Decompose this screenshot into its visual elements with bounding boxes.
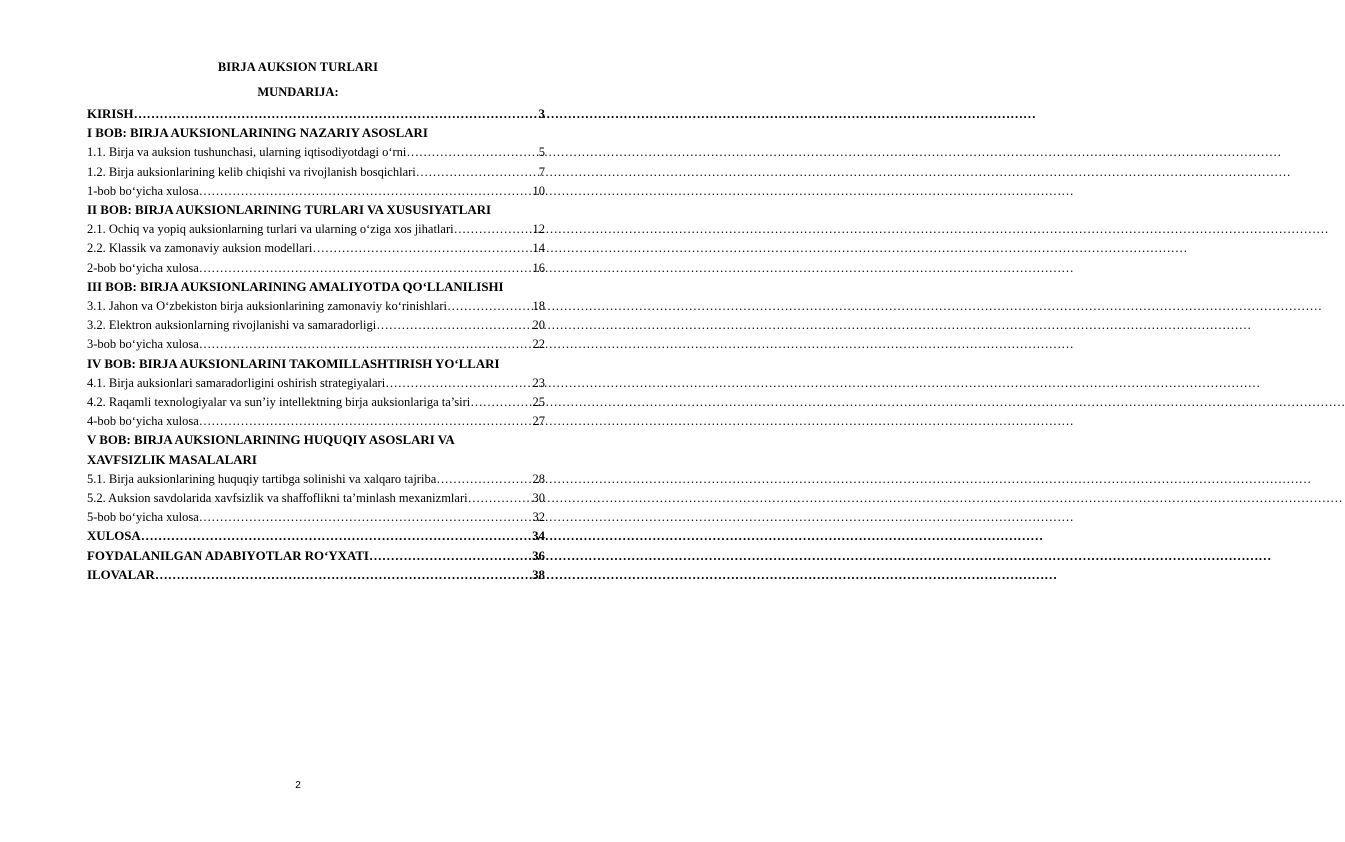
- toc-entry-label: 5.2. Auksion savdolarida xavfsizlik va shaffoflikni ta’minlash mexanizmlari: [87, 491, 468, 506]
- toc-entry-page: 23: [532, 375, 545, 390]
- toc-entry-label: ILOVALAR: [87, 567, 155, 582]
- toc-leader-dots: [199, 259, 532, 278]
- toc-leader-dots: [447, 297, 532, 316]
- toc-leader-dots: [141, 527, 531, 546]
- toc-entry-label: 1-bob bo‘yicha xulosa: [87, 183, 199, 198]
- toc-entry-page: 20: [532, 318, 545, 333]
- toc-entry-page: 10: [532, 183, 545, 198]
- toc-entry-label: 4.2. Raqamli texnologiyalar va sun’iy intellektning birja auksionlariga ta’siri: [87, 395, 471, 410]
- toc-leader-dots: [312, 239, 531, 258]
- toc-entry-label: 3.2. Elektron auksionlarning rivojlanishi va samaradorligi: [87, 318, 377, 333]
- toc-entry-ilovalar: [87, 566, 545, 585]
- toc-entry-label: 5-bob bo‘yicha xulosa: [87, 510, 199, 525]
- toc-chapter-4: [87, 355, 545, 374]
- toc-entry-page: 16: [532, 260, 545, 275]
- toc-entry-page: 30: [532, 491, 545, 506]
- toc-entry-page: 18: [532, 299, 545, 314]
- toc-entry-3-2: [87, 316, 545, 335]
- toc-entry-page: 12: [532, 222, 545, 237]
- toc-leader-dots: [436, 470, 531, 489]
- toc-entry-2-2: [87, 239, 545, 258]
- toc-leader-dots: [199, 508, 532, 527]
- toc-entry-page: 22: [532, 337, 545, 352]
- toc-entry-4-conclusion: [87, 412, 545, 431]
- toc-leader-dots: [199, 335, 532, 354]
- toc-entry-label: KIRISH: [87, 107, 134, 121]
- toc-leader-dots: [199, 182, 532, 201]
- toc-leader-dots: [199, 412, 532, 431]
- toc-leader-dots: [406, 143, 537, 162]
- toc-entry-3-1: [87, 297, 545, 316]
- toc-entry-page: 3: [538, 107, 545, 121]
- toc-entry-2-1: [87, 220, 545, 239]
- document-title: BIRJA AUKSION TURLARI: [217, 60, 379, 74]
- toc-entry-4-1: [87, 374, 545, 393]
- toc-chapter-2: [87, 201, 545, 220]
- toc-entry-label: 2.2. Klassik va zamonaviy auksion modellari: [87, 241, 313, 256]
- toc-entry-page: 25: [532, 395, 545, 410]
- toc-entry-label: FOYDALANILGAN ADABIYOTLAR RO‘YXATI: [87, 548, 369, 563]
- toc-entry-2-conclusion: [87, 259, 545, 278]
- toc-entry-page: 14: [532, 241, 545, 256]
- toc-entry-page: 5: [538, 145, 545, 160]
- toc-leader-dots: [385, 374, 531, 393]
- toc-entry-1-1: [87, 143, 545, 162]
- toc-leader-dots: [416, 163, 538, 182]
- toc-leader-dots: [468, 489, 532, 508]
- toc-entry-label: 4.1. Birja auksionlari samaradorligini oshirish strategiyalari: [87, 375, 386, 390]
- toc-entry-3-conclusion: [87, 335, 545, 354]
- toc-chapter-label: I BOB: BIRJA AUKSIONLARINING NAZARIY ASOSLARI: [87, 126, 428, 141]
- toc-entry-5-1: [87, 470, 545, 489]
- toc-entry-4-2: [87, 393, 545, 412]
- toc-chapter-5: [87, 431, 487, 469]
- toc-entry-page: 38: [532, 567, 545, 582]
- toc-entry-5-2: [87, 489, 545, 508]
- toc-entry-page: 28: [532, 471, 545, 486]
- toc-entry-label: 2.1. Ochiq va yopiq auksionlarning turlari va ularning o‘ziga xos jihatlari: [87, 222, 454, 237]
- page-number: 2: [295, 780, 301, 791]
- toc-chapter-3: [87, 278, 545, 297]
- toc-leader-dots: [369, 547, 531, 566]
- toc-entry-page: 32: [532, 510, 545, 525]
- toc-entry-1-2: [87, 163, 545, 182]
- toc-leader-dots: [155, 566, 531, 585]
- toc-entry-page: 36: [532, 548, 545, 563]
- toc-entry-5-conclusion: [87, 508, 545, 527]
- toc-entry-label: 1.2. Birja auksionlarining kelib chiqishi va rivojlanish bosqichlari: [87, 164, 416, 179]
- toc-entry-label: 5.1. Birja auksionlarining huquqiy tartibga solinishi va xalqaro tajriba: [87, 471, 437, 486]
- toc-chapter-1: [87, 124, 545, 143]
- toc-entry-kirish: [87, 105, 545, 124]
- toc-chapter-label: II BOB: BIRJA AUKSIONLARINING TURLARI VA XUSUSIYATLARI: [87, 203, 492, 218]
- toc-entry-label: 3.1. Jahon va O‘zbekiston birja auksionlarining zamonaviy ko‘rinishlari: [87, 299, 447, 314]
- toc-entry-label: 1.1. Birja va auksion tushunchasi, ularning iqtisodiyotdagi o‘rni: [87, 145, 407, 160]
- toc-entry-label: 4-bob bo‘yicha xulosa: [87, 414, 199, 429]
- toc-chapter-label: IV BOB: BIRJA AUKSIONLARINI TAKOMILLASHTIRISH YO‘LLARI: [87, 356, 500, 371]
- toc-chapter-label: III BOB: BIRJA AUKSIONLARINING AMALIYOTDA QO‘LLANILISHI: [87, 279, 504, 294]
- toc-entry-label: 2-bob bo‘yicha xulosa: [87, 260, 199, 275]
- toc-entry-label: 3-bob bo‘yicha xulosa: [87, 337, 199, 352]
- toc-heading: MUNDARIJA:: [257, 85, 339, 99]
- toc-leader-dots: [470, 393, 531, 412]
- toc-entry-1-conclusion: [87, 182, 545, 201]
- toc-leader-dots: [134, 105, 538, 124]
- toc-leader-dots: [454, 220, 532, 239]
- toc-entry-page: 7: [538, 164, 545, 179]
- toc-entry-label: XULOSA: [87, 529, 141, 544]
- toc-entry-adabiyotlar: [87, 547, 545, 566]
- toc-leader-dots: [376, 316, 531, 335]
- toc-entry-xulosa: [87, 527, 545, 546]
- toc-chapter-label: V BOB: BIRJA AUKSIONLARINING HUQUQIY ASOSLARI VA XAVFSIZLIK MASALALARI: [87, 433, 454, 467]
- toc-entry-page: 27: [532, 414, 545, 429]
- toc-entry-page: 34: [532, 529, 545, 544]
- table-of-contents: [87, 105, 545, 585]
